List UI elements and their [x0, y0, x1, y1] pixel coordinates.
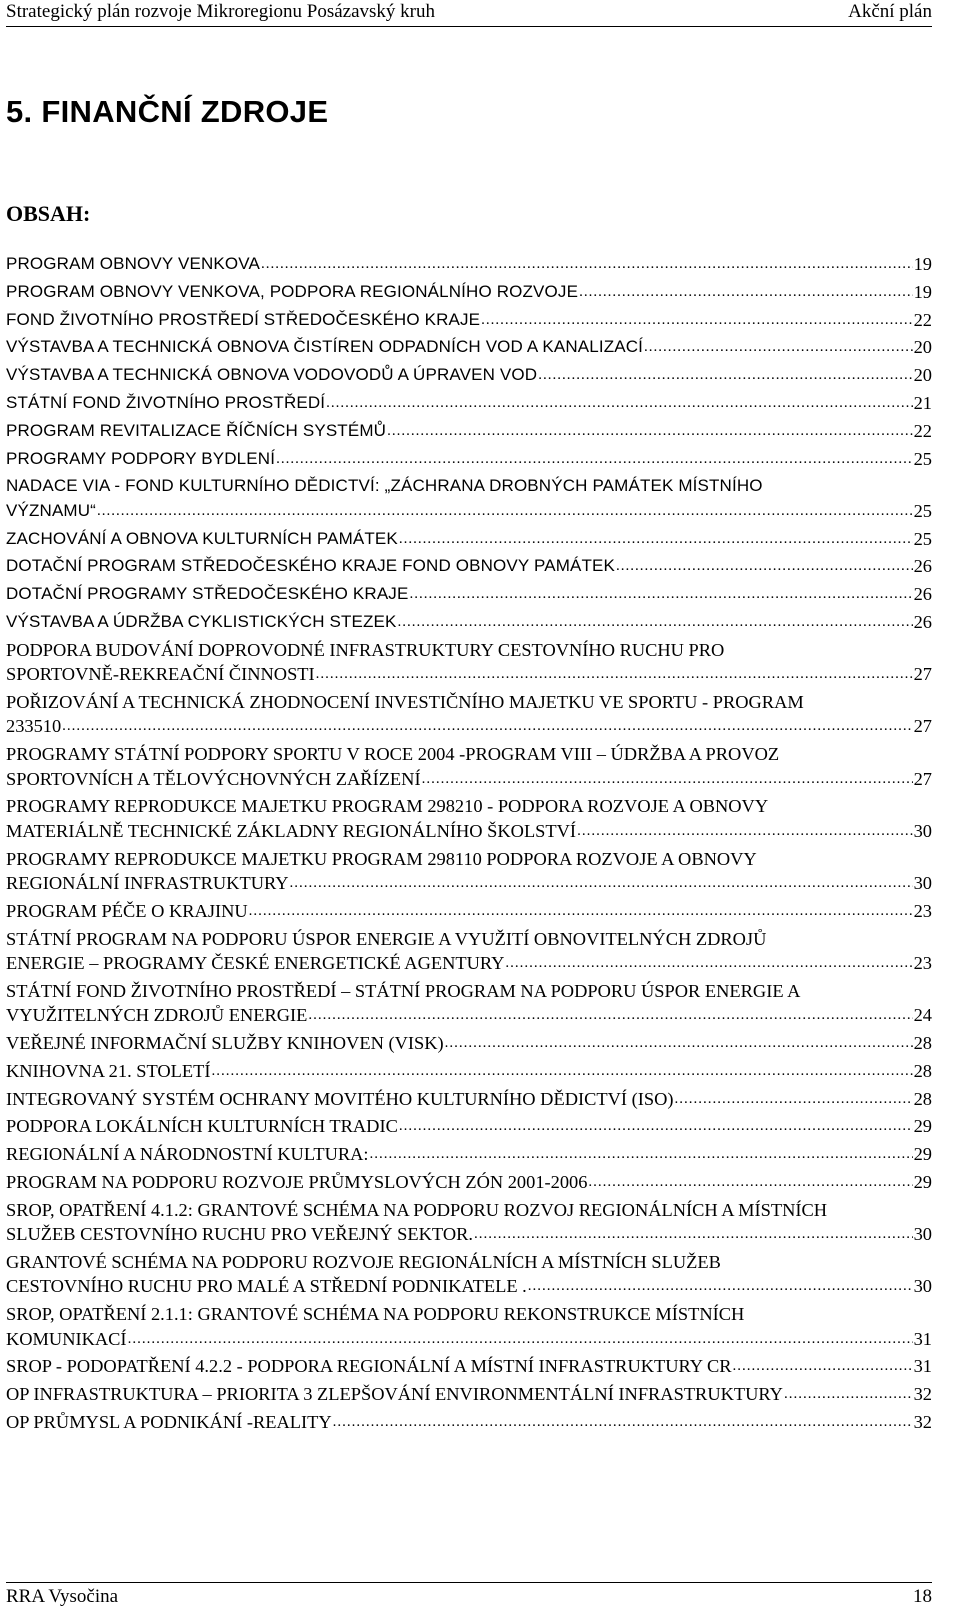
toc-entry[interactable] [6, 582, 932, 606]
toc-entry-page: 30 [913, 872, 932, 893]
toc-entry[interactable] [6, 742, 932, 791]
dot-leader [528, 1274, 913, 1298]
toc-entry-title-line: STÁTNÍ FOND ŽIVOTNÍHO PROSTŘEDÍ – STÁTNÍ PROGRAM NA PODPORU ÚSPOR ENERGIE A [6, 980, 801, 1001]
toc-entry[interactable] [6, 308, 932, 332]
table-of-contents [6, 252, 932, 1438]
toc-entry[interactable] [6, 1354, 932, 1378]
dot-leader [409, 582, 912, 606]
dot-leader [398, 610, 913, 634]
dot-leader [579, 280, 913, 304]
toc-entry-page: 26 [913, 584, 932, 605]
dot-leader [308, 1003, 912, 1027]
toc-entry-title: KNIHOVNA 21. STOLETÍ [6, 1060, 211, 1081]
toc-entry-page: 28 [913, 1032, 932, 1053]
toc-entry-title: INTEGROVANÝ SYSTÉM OCHRANY MOVITÉHO KULTURNÍHO DĚDICTVÍ (ISO) [6, 1088, 674, 1109]
footer-page-number: 18 [913, 1586, 932, 1607]
dot-leader [588, 1170, 912, 1194]
toc-entry-title: PROGRAM REVITALIZACE ŘÍČNÍCH SYSTÉMŮ [6, 420, 387, 440]
toc-entry-page: 26 [913, 556, 932, 577]
toc-entry-title-line: PROGRAMY STÁTNÍ PODPORY SPORTU V ROCE 2004 -PROGRAM VIII – ÚDRŽBA A PROVOZ [6, 744, 780, 765]
toc-entry-title: VÝSTAVBA A TECHNICKÁ OBNOVA ČISTÍREN ODPADNÍCH VOD A KANALIZACÍ [6, 337, 644, 357]
toc-entry-title-line: SROP, OPATŘENÍ 4.1.2: GRANTOVÉ SCHÉMA NA PODPORU ROZVOJ REGIONÁLNÍCH A MÍSTNÍCH [6, 1199, 828, 1220]
toc-entry-title: VÝSTAVBA A ÚDRŽBA CYKLISTICKÝCH STEZEK [6, 611, 397, 631]
toc-entry-title: FOND ŽIVOTNÍHO PROSTŘEDÍ STŘEDOČESKÉHO KRAJE [6, 309, 481, 329]
toc-entry[interactable] [6, 899, 932, 923]
toc-entry-title-line: STÁTNÍ PROGRAM NA PODPORU ÚSPOR ENERGIE A VYUŽITÍ OBNOVITELNÝCH ZDROJŮ [6, 928, 767, 949]
toc-entry-page: 21 [913, 392, 932, 413]
toc-entry-page: 30 [913, 820, 932, 841]
toc-entry-page: 27 [913, 664, 932, 685]
toc-entry[interactable] [6, 391, 932, 415]
toc-entry-page: 30 [913, 1276, 932, 1297]
dot-leader [62, 714, 912, 738]
toc-entry[interactable] [6, 1302, 932, 1351]
toc-entry-title-line: VYUŽITELNÝCH ZDROJŮ ENERGIE [6, 1005, 308, 1026]
dot-leader [97, 499, 913, 523]
page-header [6, 0, 932, 27]
dot-leader [481, 308, 912, 332]
toc-entry-title: OP INFRASTRUKTURA – PRIORITA 3 ZLEPŠOVÁNÍ ENVIRONMENTÁLNÍ INFRASTRUKTURY [6, 1384, 783, 1405]
dot-leader [505, 951, 912, 975]
toc-entry[interactable] [6, 554, 932, 578]
toc-entry-page: 25 [913, 528, 932, 549]
toc-entry-title: VEŘEJNÉ INFORMAČNÍ SLUŽBY KNIHOVEN (VISK) [6, 1032, 444, 1053]
toc-entry-page: 28 [913, 1060, 932, 1081]
contents-heading: OBSAH: [6, 201, 91, 226]
toc-entry-title: PROGRAM PÉČE O KRAJINU [6, 900, 248, 921]
dot-leader [249, 899, 913, 923]
dot-leader [733, 1354, 913, 1378]
toc-entry-page: 23 [913, 952, 932, 973]
toc-entry-title: DOTAČNÍ PROGRAM STŘEDOČESKÉHO KRAJE FOND OBNOVY PAMÁTEK [6, 556, 616, 576]
toc-entry[interactable] [6, 1031, 932, 1055]
toc-entry-page: 20 [913, 337, 932, 358]
toc-entry[interactable] [6, 280, 932, 304]
toc-entry-title: PROGRAM OBNOVY VENKOVA, PODPORA REGIONÁLNÍHO ROZVOJE [6, 281, 579, 301]
toc-entry[interactable] [6, 638, 932, 687]
toc-entry-page: 25 [913, 500, 932, 521]
toc-entry[interactable] [6, 1087, 932, 1111]
toc-entry-page: 30 [913, 1224, 932, 1245]
toc-entry[interactable] [6, 794, 932, 843]
toc-entry[interactable] [6, 927, 932, 976]
toc-entry[interactable] [6, 1382, 932, 1406]
dot-leader [316, 662, 913, 686]
dot-leader [674, 1087, 912, 1111]
toc-entry[interactable] [6, 1170, 932, 1194]
toc-entry-page: 19 [913, 254, 932, 274]
toc-entry-page: 22 [913, 309, 932, 330]
toc-entry-title: VÝSTAVBA A TECHNICKÁ OBNOVA VODOVODŮ A ÚPRAVEN VOD [6, 365, 538, 385]
toc-entry[interactable] [6, 419, 932, 443]
dot-leader [261, 252, 913, 276]
toc-entry-title: SROP - PODOPATŘENÍ 4.2.2 - PODPORA REGIONÁLNÍ A MÍSTNÍ INFRASTRUKTURY CR [6, 1356, 732, 1377]
toc-entry-title: PROGRAM OBNOVY VENKOVA [6, 254, 260, 273]
dot-leader [276, 447, 913, 471]
toc-entry-title-line: MATERIÁLNĚ TECHNICKÉ ZÁKLADNY REGIONÁLNÍHO ŠKOLSTVÍ [6, 820, 577, 841]
toc-entry-title: STÁTNÍ FOND ŽIVOTNÍHO PROSTŘEDÍ [6, 392, 326, 412]
toc-entry-title-line: REGIONÁLNÍ INFRASTRUKTURY [6, 872, 289, 893]
toc-entry[interactable] [6, 690, 932, 739]
toc-entry-title-line: VÝZNAMU“ [6, 500, 96, 520]
dot-leader [445, 1031, 913, 1055]
toc-entry-title: PROGRAM NA PODPORU ROZVOJE PRŮMYSLOVÝCH ZÓN 2001-2006 [6, 1171, 588, 1192]
toc-entry-title: REGIONÁLNÍ A NÁRODNOSTNÍ KULTURA: [6, 1144, 369, 1165]
toc-entry-page: 26 [913, 611, 932, 632]
toc-entry-title: DOTAČNÍ PROGRAMY STŘEDOČESKÉHO KRAJE [6, 584, 409, 604]
dot-leader [784, 1382, 913, 1406]
toc-entry-page: 31 [913, 1356, 932, 1377]
dot-leader [538, 363, 912, 387]
dot-leader [644, 335, 913, 359]
chapter-title: 5. FINANČNÍ ZDROJE [6, 94, 329, 129]
header-document-title: Strategický plán rozvoje Mikroregionu Posázavský kruh [6, 1, 435, 22]
toc-entry[interactable] [6, 252, 932, 276]
toc-entry[interactable] [6, 1198, 932, 1247]
dot-leader [290, 871, 913, 895]
toc-entry[interactable] [6, 1142, 932, 1166]
dot-leader [399, 1114, 913, 1138]
toc-entry[interactable] [6, 979, 932, 1028]
toc-entry-title-line: PROGRAMY REPRODUKCE MAJETKU PROGRAM 298110 PODPORA ROZVOJE A OBNOVY [6, 848, 757, 869]
toc-entry-title-line: KOMUNIKACÍ [6, 1328, 127, 1349]
toc-entry-title: OP PRŮMYSL A PODNIKÁNÍ -REALITY [6, 1411, 332, 1432]
toc-entry-title-line: NADACE VIA - FOND KULTURNÍHO DĚDICTVÍ: „ZÁCHRANA DROBNÝCH PAMÁTEK MÍSTNÍHO [6, 476, 763, 496]
toc-entry[interactable] [6, 1250, 932, 1299]
toc-entry-title-line: SLUŽEB CESTOVNÍHO RUCHU PRO VEŘEJNÝ SEKTOR. [6, 1224, 473, 1245]
toc-entry[interactable] [6, 335, 932, 359]
toc-entry-page: 23 [913, 900, 932, 921]
dot-leader [387, 419, 913, 443]
page-footer [6, 1582, 932, 1609]
toc-entry-page: 27 [913, 768, 932, 789]
dot-leader [326, 391, 912, 415]
toc-entry-title-line: SPORTOVNÍCH A TĚLOVÝCHOVNÝCH ZAŘÍZENÍ [6, 768, 421, 789]
toc-entry[interactable] [6, 1410, 932, 1434]
toc-entry-page: 32 [913, 1384, 932, 1405]
dot-leader [422, 767, 913, 791]
toc-entry-title-line: POŘIZOVÁNÍ A TECHNICKÁ ZHODNOCENÍ INVESTIČNÍHO MAJETKU VE SPORTU - PROGRAM [6, 691, 804, 712]
toc-entry[interactable] [6, 474, 932, 523]
header-section-name: Akční plán [848, 1, 932, 22]
dot-leader [474, 1222, 913, 1246]
toc-entry[interactable] [6, 1114, 932, 1138]
toc-entry-title: ZACHOVÁNÍ A OBNOVA KULTURNÍCH PAMÁTEK [6, 528, 398, 548]
toc-entry-title: PODPORA LOKÁLNÍCH KULTURNÍCH TRADIC [6, 1116, 398, 1137]
dot-leader [616, 554, 913, 578]
dot-leader [577, 819, 913, 843]
toc-entry-page: 22 [913, 420, 932, 441]
toc-entry-title-line: ENERGIE – PROGRAMY ČESKÉ ENERGETICKÉ AGENTURY [6, 952, 505, 973]
toc-entry[interactable] [6, 447, 932, 471]
toc-entry-title: PROGRAMY PODPORY BYDLENÍ [6, 448, 276, 468]
toc-entry-page: 31 [913, 1328, 932, 1349]
dot-leader [399, 527, 913, 551]
toc-entry-title-line: PODPORA BUDOVÁNÍ DOPROVODNÉ INFRASTRUKTURY CESTOVNÍHO RUCHU PRO [6, 639, 725, 660]
toc-entry-title-line: CESTOVNÍHO RUCHU PRO MALÉ A STŘEDNÍ PODNIKATELE . [6, 1276, 527, 1297]
toc-entry-title-line: GRANTOVÉ SCHÉMA NA PODPORU ROZVOJE REGIONÁLNÍCH A MÍSTNÍCH SLUŽEB [6, 1251, 721, 1272]
toc-entry-page: 27 [913, 716, 932, 737]
footer-organization: RRA Vysočina [6, 1586, 119, 1607]
toc-entry-page: 29 [913, 1171, 932, 1192]
dot-leader [212, 1059, 913, 1083]
toc-entry-page: 25 [913, 448, 932, 469]
toc-entry[interactable] [6, 363, 932, 387]
toc-entry-page: 20 [913, 365, 932, 386]
toc-entry-title-line: 233510 [6, 716, 62, 737]
toc-entry-page: 24 [913, 1005, 932, 1026]
toc-entry-page: 28 [913, 1088, 932, 1109]
toc-entry-title-line: SPORTOVNĚ-REKREAČNÍ ČINNOSTI [6, 664, 315, 685]
toc-entry[interactable] [6, 1059, 932, 1083]
toc-entry-page: 19 [913, 281, 932, 302]
toc-entry-page: 29 [913, 1144, 932, 1165]
toc-entry-title-line: SROP, OPATŘENÍ 2.1.1: GRANTOVÉ SCHÉMA NA PODPORU REKONSTRUKCE MÍSTNÍCH [6, 1304, 745, 1325]
dot-leader [128, 1327, 913, 1351]
dot-leader [370, 1142, 913, 1166]
toc-entry[interactable] [6, 527, 932, 551]
dot-leader [333, 1410, 913, 1434]
toc-entry-title-line: PROGRAMY REPRODUKCE MAJETKU PROGRAM 298210 - PODPORA ROZVOJE A OBNOVY [6, 796, 769, 817]
toc-entry-page: 29 [913, 1116, 932, 1137]
toc-entry[interactable] [6, 610, 932, 634]
toc-entry-page: 32 [913, 1411, 932, 1432]
toc-entry[interactable] [6, 847, 932, 896]
